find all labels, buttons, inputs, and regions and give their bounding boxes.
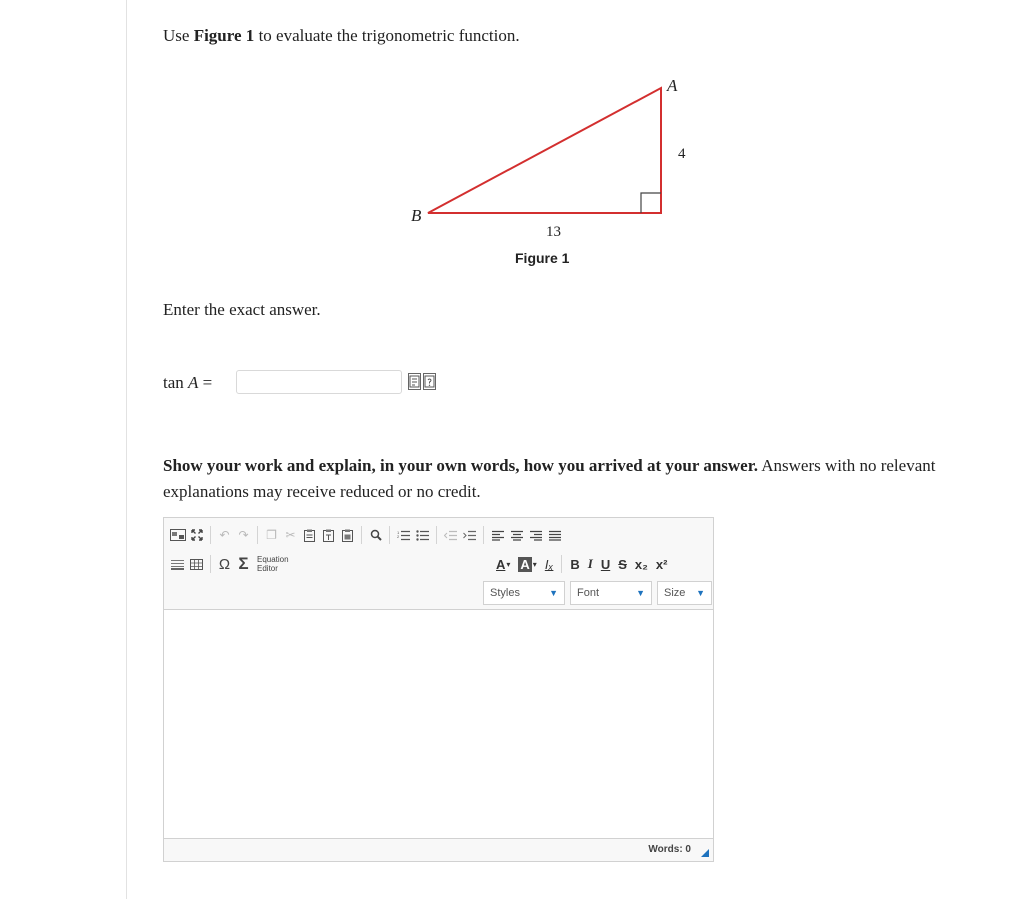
align-center-icon[interactable] (507, 524, 526, 546)
toolbar-separator (483, 526, 484, 544)
svg-text:1: 1 (397, 529, 400, 535)
answer-instruction: Enter the exact answer. (163, 300, 321, 319)
chevron-down-icon: ▼ (549, 588, 558, 598)
bold-button[interactable]: B (570, 556, 580, 572)
source-icon[interactable] (168, 524, 187, 546)
text-color-button[interactable]: A ▾ (496, 556, 511, 572)
chevron-down-icon: ▼ (696, 588, 705, 598)
strikethrough-button[interactable]: S (618, 556, 627, 572)
toolbar-separator (210, 526, 211, 544)
toolbar-row-1 (168, 524, 564, 546)
paste-text-icon[interactable] (319, 524, 338, 546)
table-icon[interactable] (187, 553, 206, 575)
left-divider (126, 0, 127, 899)
figure-caption: Figure 1 (515, 250, 570, 266)
styles-dropdown[interactable]: Styles ▼ (483, 581, 565, 605)
copy-icon[interactable]: ❐ (266, 528, 277, 542)
toolbar-separator (361, 526, 362, 544)
right-angle-marker (641, 193, 661, 213)
svg-text:2: 2 (397, 533, 400, 539)
format-buttons (492, 553, 671, 575)
resize-handle-icon[interactable] (701, 849, 709, 857)
special-char-icon[interactable]: Ω (218, 555, 231, 573)
triangle (428, 88, 661, 213)
toolbar-separator (436, 526, 437, 544)
toolbar-separator (257, 526, 258, 544)
toolbar-separator (210, 555, 211, 573)
remove-format-button[interactable]: Iₓ (544, 556, 554, 572)
toolbar-row-2 (168, 553, 289, 575)
format-combos (483, 581, 712, 605)
answer-row (163, 370, 212, 396)
vertex-b-label: B (411, 206, 422, 225)
rich-text-editor (163, 517, 714, 862)
horizontal-line-icon[interactable] (168, 553, 187, 575)
bg-color-button[interactable]: A ▾ (520, 556, 537, 572)
side-vertical-label: 4 (678, 146, 686, 162)
underline-button[interactable]: U (600, 556, 611, 572)
explanation-instruction: Show your work and explain, in your own words, how you arrived at your answer. Answers with no relevant explanations may receive reduced or no credit. (163, 456, 936, 501)
redo-icon[interactable]: ↷ (238, 528, 249, 542)
word-count: Words: 0 (648, 844, 691, 855)
equation-help-icon[interactable] (423, 373, 436, 390)
superscript-button[interactable]: x² (655, 556, 668, 572)
outdent-icon[interactable] (441, 524, 460, 546)
toolbar-separator (561, 555, 562, 573)
subscript-button[interactable]: x₂ (634, 556, 648, 572)
answer-label: tan A = (163, 373, 213, 392)
answer-input[interactable] (236, 370, 402, 394)
cut-icon[interactable]: ✂ (285, 528, 296, 542)
equation-editor-button[interactable]: Equation Editor (257, 555, 289, 573)
vertex-a-label: A (667, 76, 678, 95)
editor-toolbar (164, 518, 713, 610)
editor-status-bar (164, 838, 713, 861)
align-justify-icon[interactable] (545, 524, 564, 546)
paste-word-icon[interactable] (338, 524, 357, 546)
toolbar-separator (389, 526, 390, 544)
triangle-figure (400, 70, 700, 270)
equation-sigma-icon[interactable]: Σ (238, 554, 249, 573)
side-horizontal-label: 13 (546, 224, 561, 240)
size-dropdown[interactable]: Size ▼ (657, 581, 712, 605)
answer-icons (408, 373, 436, 390)
undo-icon[interactable]: ↶ (219, 528, 230, 542)
chevron-down-icon: ▼ (636, 588, 645, 598)
align-right-icon[interactable] (526, 524, 545, 546)
indent-icon[interactable] (460, 524, 479, 546)
paste-icon[interactable] (300, 524, 319, 546)
align-left-icon[interactable] (488, 524, 507, 546)
question-text: Use Figure 1 to evaluate the trigonometric function. (163, 26, 520, 45)
equation-preview-icon[interactable] (408, 373, 421, 390)
font-dropdown[interactable]: Font ▼ (570, 581, 652, 605)
maximize-icon[interactable] (187, 524, 206, 546)
editor-content-area[interactable] (164, 610, 713, 838)
find-icon[interactable] (366, 524, 385, 546)
bulleted-list-icon[interactable] (413, 524, 432, 546)
numbered-list-icon[interactable] (394, 524, 413, 546)
italic-button[interactable]: I (587, 556, 593, 571)
